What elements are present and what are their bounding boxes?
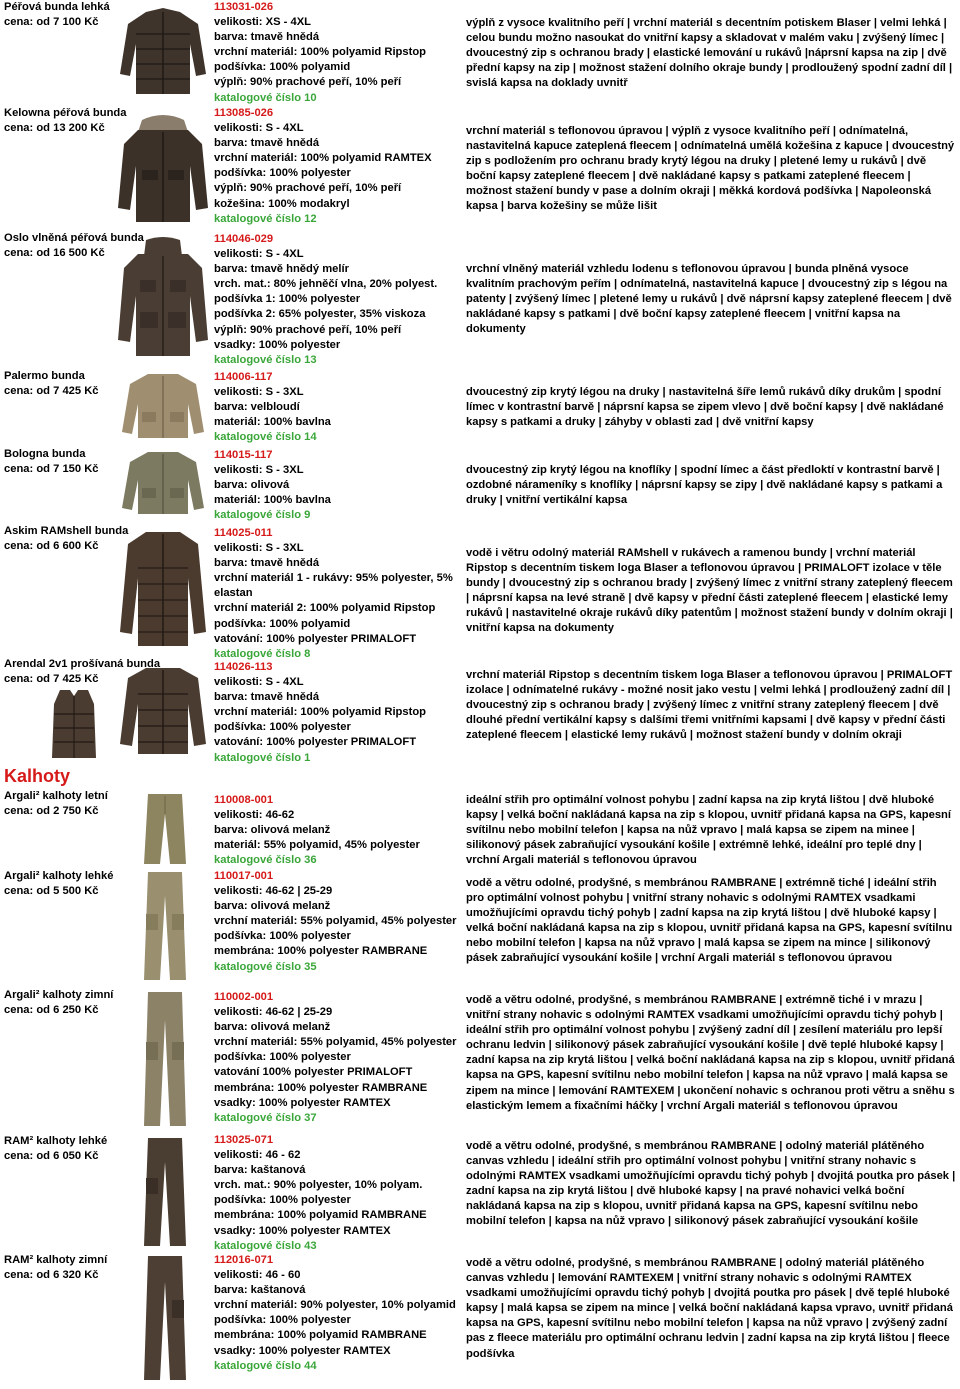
catalog-number: katalogové číslo 37 — [214, 1111, 317, 1124]
product-code: 112016-071 — [214, 1254, 274, 1266]
spec-line: membrána: 100% polyester RAMBRANE — [214, 1081, 428, 1094]
spec-line: velikosti: S - 4XL — [214, 122, 304, 135]
catalog-number: katalogové číslo 44 — [214, 1359, 317, 1372]
product-code: 113025-071 — [214, 1134, 274, 1146]
product-description: vrchní materiál s teflonovou úpravou | výplň z vysoce kvalitního peří | odnímatelná, nastavitelná kapuce zateplená fleecem | odnímatelná umělá kožešina z kapuce | dvoucestný zip s podložením pro ochranu brady krytý légou na druky | pletené lemy u rukávů | dvě boční kapsy zateplené fleecem | dvě nakládané kapsy s patkami zateplené fleecem | možnost stažení bundy v pase a dolním okraji | měkká kordová podšívka | Napoleonská kapsa | barva kožešiny se může lišit — [466, 125, 955, 213]
product-image-jacket — [116, 450, 210, 516]
product-description: vodě a větru odolné, prodyšné, s membránou RAMBRANE | odolný materiál plátěného canvas vzhledu | ideální střih pro optimální volnost pohybu | vnitřní strany nohavic s odolnými RAMTEX vsadkami umožňujícími opravdu tichý pohyb | dvojitá poutka pro pásek | zadní kapsa na zip krytá lištou | dvě hluboké kapsy | na pravé nohavici velká boční nakládaná kapsa na zip s klopou, uvnitř přidaná kapsa na GPS, kapesní svítilnu nebo mobilní telefon | kapsa na nůž vpravo | silikonový pásek zabraňující vysoukání košile — [466, 1140, 956, 1228]
product-description: vodě a větru odolné, prodyšné, s membránou RAMBRANE | odolný materiál plátěného canvas vzhledu | lemování RAMTEXEM | vnitřní strany nohavic s odolnými RAMTEX vsadkami umožňujícími opravdu tichý pohyb | dvojitá poutka pro pásek | dvě teplé hluboké kapsy | malá kapsa se zipem na mince | velká boční nakládaná kapsa vpravo, uvnitř přidaná kapsa na GPS, kapesní svítilnu nebo mobilní telefon | kapsa na nůž vpravo | zvýšený zadní pas z fleece materiálu pro optimální ochranu ledvin | zadní kapsa na zip krytá lištou | fleece podšívka — [466, 1257, 953, 1360]
product-description: vodě i větru odolný materiál RAMshell v rukávech a ramenou bundy | vrchní materiál Ripstop s decentním tiskem loga Blaser a teflonovou úpravou | PRIMALOFT izolace v těle bundy | dvoucestný zip s ochranou brady | zvýšený límec z vnitřní strany zateplený fleecem | náprsní kapsa na levé straně | dvě kapsy v přední části zateplené fleecem | elastické lemy rukávů | nastavitelné okraje rukávů díky patentům | možnost stažení bundy v dolním okraji | vnitřní kapsa na dokumenty — [466, 547, 953, 635]
spec-line: vrch. mat.: 80% jehněčí vlna, 20% polyest. — [214, 278, 438, 291]
product-name-block — [4, 0, 116, 30]
spec-line: vrchní materiál 1 - rukávy: 95% polyester, 5% elastan — [214, 572, 453, 600]
product-name: RAM² kalhoty zimní — [4, 1254, 108, 1266]
spec-line: membrána: 100% polyamid RAMBRANE — [214, 1209, 427, 1222]
spec-line: podšívka 1: 100% polyester — [214, 293, 361, 306]
spec-line: barva: olivová melanž — [214, 824, 331, 837]
product-price: cena: od 6 600 Kč — [4, 540, 99, 552]
product-name-block — [4, 106, 127, 136]
product-specs — [214, 660, 459, 766]
product-price: cena: od 13 200 Kč — [4, 122, 105, 134]
product-name: Bologna bunda — [4, 448, 86, 460]
product-description: vodě a větru odolné, prodyšné, s membránou RAMBRANE | extrémně tiché | ideální střih pro optimální volnost pohybu | vnitřní strany nohavic s odolnými RAMTEX vsadkami umožňujícími opravdu tichý pohyb | zadní kapsa na zip krytá lištou | dvě hluboké kapsy | velká boční nakládaná kapsa na zip s klopou, uvnitř přidaná kapsa na GPS, kapesní svítilnu nebo mobilní telefon | kapsa na nůž vpravo | malá kapsa se zipem na mince | silikonový pásek zabraňující vysoukání košile | vrchní Argali materiál s teflonovou úpravou — [466, 877, 953, 965]
spec-line: velikosti: 46 - 62 — [214, 1149, 301, 1162]
product-name-block — [4, 988, 116, 1018]
spec-line: vsadky: 100% polyester RAMTEX — [214, 1096, 391, 1109]
spec-line: barva: tmavě hnědá — [214, 691, 320, 704]
product-code: 114025-011 — [214, 527, 273, 539]
product-specs — [214, 448, 459, 523]
spec-line: podšívka: 100% polyester — [214, 1051, 351, 1064]
product-code: 110017-001 — [214, 870, 274, 882]
spec-line: barva: tmavě hnědá — [214, 137, 320, 150]
product-name: Kelowna péřová bunda — [4, 107, 127, 119]
spec-line: vrchní materiál 2: 100% polyamid Ripstop — [214, 602, 436, 615]
product-price: cena: od 5 500 Kč — [4, 885, 99, 897]
spec-line: vsadky: 100% polyester RAMTEX — [214, 1344, 391, 1357]
spec-line: podšívka: 100% polyamid — [214, 61, 351, 74]
product-description: vrchní materiál Ripstop s decentním tiskem loga Blaser a teflonovou úpravou | PRIMALOFT izolace | odnímatelné rukávy - možné nosit jako vestu | velmi lehká | prodloužený zadní díl | dvoucestný zip s ochranou brady | zvýšený límec z vnitřní strany zateplený fleecem | dvě dlouhé přední vertikální kapsy s dalšími třemi vnitřními kapsami | dvě kapsy v přední části zateplené fleecem | elastické lemy rukávů | možnost stažení bundy v dolním okraji — [466, 669, 953, 742]
spec-line: barva: kaštanová — [214, 1284, 306, 1297]
product-name: Oslo vlněná péřová bunda — [4, 232, 144, 244]
spec-line: velikosti: S - 4XL — [214, 676, 304, 689]
product-code: 113031-026 — [214, 1, 274, 13]
product-code: 110002-001 — [214, 991, 274, 1003]
product-name: Argali² kalhoty zimní — [4, 989, 114, 1001]
product-name-block — [4, 869, 116, 899]
product-specs — [214, 1253, 459, 1374]
spec-line: velikosti: XS - 4XL — [214, 16, 311, 29]
product-price: cena: od 7 425 Kč — [4, 385, 99, 397]
catalog-number: katalogové číslo 12 — [214, 212, 317, 225]
spec-line: podšívka: 100% polyester — [214, 721, 351, 734]
spec-line: vsadky: 100% polyester RAMTEX — [214, 1224, 391, 1237]
product-image-jacket — [116, 664, 210, 756]
spec-line: velikosti: 46-62 | 25-29 — [214, 885, 333, 898]
product-specs — [214, 106, 459, 227]
spec-line: vrch. mat.: 90% polyester, 10% polyam. — [214, 1179, 423, 1192]
spec-line: vatování 100% polyester PRIMALOFT — [214, 1066, 413, 1079]
spec-line: výplň: 90% prachové peří, 10% peří — [214, 182, 402, 195]
spec-line: membrána: 100% polyester RAMBRANE — [214, 945, 428, 958]
spec-line: vrchní materiál: 100% polyamid Ripstop — [214, 706, 426, 719]
product-description: vodě a větru odolné, prodyšné, s membránou RAMBRANE | extrémně tiché i v mrazu | vnitřní strany nohavic s odolnými RAMTEX vsadkami umožňujícími opravdu tichý pohyb | ideální střih pro optimální volnost pohybu | zvýšený zadní díl | zesílení materiálu pro lepší ochranu ledvin | silikonový pásek zabraňující vysoukání košile | dvě teplé hluboké kapsy | zadní kapsa na zip krytá lištou | velká boční nakládaná kapsa na zip s klopou, uvnitř přidaná kapsa na GPS, kapesní svítilnu nebo mobilní telefon | kapsa na nůž vpravo | malá kapsa se zipem na mince | lemování RAMTEXEM | ukončení nohavic s ochranou proti větru a sněhu s elastickým lemem a fixačními háčky | vrchní Argali materiál s teflonovou úpravou — [466, 994, 955, 1112]
product-name-block — [4, 369, 116, 399]
product-name: Palermo bunda — [4, 370, 85, 382]
catalog-number: katalogové číslo 1 — [214, 751, 311, 764]
catalog-number: katalogové číslo 9 — [214, 509, 311, 522]
spec-line: barva: velbloudí — [214, 401, 300, 414]
spec-line: materiál: 55% polyamid, 45% polyester — [214, 839, 420, 852]
product-image-jacket — [116, 236, 210, 360]
product-name: RAM² kalhoty lehké — [4, 1135, 108, 1147]
product-specs — [214, 990, 459, 1126]
spec-line: barva: tmavě hnědá — [214, 557, 320, 570]
spec-line: materiál: 100% bavlna — [214, 416, 331, 429]
product-image-jacket — [116, 110, 210, 226]
product-description: ideální střih pro optimální volnost pohybu | zadní kapsa na zip krytá lištou | dvě hluboké kapsy | velká boční nakládaná kapsa na zip s klopou, uvnitř přidaná kapsa na GPS, kapesní svítilnu nebo mobilní telefon | kapsa na nůž vpravo | malá kapsa se zipem na minee | silikonový pásek zabraňující vysoukání košile | extrémně lehké, ideální pro teplé dny | vrchní Argali materiál s teflonovou úpravou — [466, 794, 951, 867]
product-image-jacket — [116, 4, 210, 98]
product-description: vrchní vlněný materiál vzhledu lodenu s teflonovou úpravou | bunda plněná vysoce kvalitním prachovým peřím | odnímatelná, nastavitelná kapuce | dvoucestný zip s légou na patenty | zvýšený límec | pletené lemy u rukávů | dvě náprsní kapsy zateplené fleecem | dvě nakládané kapsy s patkami | dvě boční kapsy zateplené fleecem | vnitřní kapsa na dokumenty — [466, 263, 952, 336]
spec-line: barva: tmavě hnědá — [214, 31, 320, 44]
product-name-block — [4, 657, 161, 687]
spec-line: barva: kaštanová — [214, 1164, 306, 1177]
spec-line: membrána: 100% polyamid RAMBRANE — [214, 1329, 427, 1342]
section-title-trousers: Kalhoty — [4, 766, 71, 786]
product-name-block — [4, 789, 116, 819]
product-image-trousers — [140, 990, 190, 1128]
product-description: dvoucestný zip krytý légou na knoflíky | spodní límec a část předloktí v kontrastní barvě | ozdobné nárameníky s knoflíky | náprsní kapsy se zipy | dvě nakládané kapsy s patkami a druky | vnitřní vertikální kapsa — [466, 464, 943, 507]
spec-line: velikosti: S - 3XL — [214, 464, 304, 477]
spec-line: materiál: 100% bavlna — [214, 494, 331, 507]
spec-line: podšívka: 100% polyester — [214, 930, 351, 943]
product-price: cena: od 7 425 Kč — [4, 673, 99, 685]
product-name-block — [4, 524, 129, 554]
product-image-trousers — [140, 870, 190, 982]
spec-line: vatování: 100% polyester PRIMALOFT — [214, 632, 417, 645]
spec-line: výplň: 90% prachové peří, 10% peří — [214, 323, 402, 336]
spec-line: vrchní materiál: 55% polyamid, 45% polyester — [214, 1036, 457, 1049]
product-image-jacket — [116, 372, 210, 440]
product-specs — [214, 0, 459, 106]
product-description: dvoucestný zip krytý légou na druky | nastavitelná šíře lemů rukávů díky drukům | spodní límec v kontrastní barvě | náprsní kapsa se zipem vlevo | dvě boční kapsy | dvě nakládané kapsy s patkami a druky | záhyby v oblasti zad | dvě vnitřní kapsy — [466, 386, 944, 429]
spec-line: barva: tmavě hnědý melír — [214, 263, 349, 276]
spec-line: kožešina: 100% modakryl — [214, 197, 350, 210]
spec-line: výplň: 90% prachové peří, 10% peří — [214, 76, 402, 89]
product-name: Argali² kalhoty letní — [4, 790, 108, 802]
catalog-number: katalogové číslo 13 — [214, 353, 317, 366]
spec-line: barva: olivová melanž — [214, 900, 331, 913]
spec-line: podšívka 2: 65% polyester, 35% viskoza — [214, 308, 426, 321]
spec-line: vsadky: 100% polyester — [214, 338, 341, 351]
product-specs — [214, 793, 459, 868]
spec-line: velikosti: 46-62 — [214, 809, 295, 822]
product-price: cena: od 6 250 Kč — [4, 1004, 99, 1016]
catalog-number: katalogové číslo 14 — [214, 431, 317, 444]
product-specs — [214, 232, 459, 368]
product-name: Argali² kalhoty lehké — [4, 870, 114, 882]
product-image-trousers — [140, 1254, 190, 1382]
product-image-jacket — [116, 528, 210, 648]
product-price: cena: od 16 500 Kč — [4, 247, 105, 259]
spec-line: vatování: 100% polyester PRIMALOFT — [214, 736, 417, 749]
catalog-number: katalogové číslo 36 — [214, 854, 317, 867]
spec-line: vrchní materiál: 90% polyester, 10% polyamid — [214, 1299, 456, 1312]
product-code: 114026-113 — [214, 661, 273, 673]
product-description: výplň z vysoce kvalitního peří | vrchní materiál s decentním potiskem Blaser | velmi lehká | celou bundu možno nasoukat do vnitřní kapsy a skladovat v malém vaku | zvýšený límec | dvoucestný zip s ochranou brady | elastické lemování u rukávů |náprsní kapsa na zip | dvě přední kapsy na zip | možnost stažení dolního okraje bundy | prodloužený spodní zadní díl | svislá kapsa na doklady uvnitř — [466, 17, 953, 90]
product-name-block — [4, 1134, 116, 1164]
product-specs — [214, 370, 459, 445]
spec-line: vrchní materiál: 55% polyamid, 45% polyester — [214, 915, 457, 928]
spec-line: velikosti: S - 3XL — [214, 386, 304, 399]
product-specs — [214, 869, 459, 975]
product-code: 110008-001 — [214, 794, 274, 806]
product-image-trousers — [140, 1136, 190, 1248]
product-price: cena: od 7 100 Kč — [4, 16, 99, 28]
spec-line: velikosti: 46 - 60 — [214, 1269, 301, 1282]
spec-line: podšívka: 100% polyester — [214, 167, 351, 180]
product-image-trousers — [140, 792, 190, 866]
product-image-vest — [44, 688, 104, 760]
spec-line: velikosti: S - 4XL — [214, 248, 304, 261]
product-specs — [214, 1133, 459, 1254]
catalog-number: katalogové číslo 43 — [214, 1239, 317, 1252]
product-price: cena: od 6 320 Kč — [4, 1269, 99, 1281]
product-price: cena: od 2 750 Kč — [4, 805, 99, 817]
spec-line: podšívka: 100% polyester — [214, 1314, 351, 1327]
catalog-number: katalogové číslo 8 — [214, 647, 311, 660]
product-code: 114006-117 — [214, 371, 273, 383]
product-price: cena: od 7 150 Kč — [4, 463, 99, 475]
product-code: 114046-029 — [214, 233, 274, 245]
product-name: Péřová bunda lehká — [4, 1, 110, 13]
product-name-block — [4, 231, 144, 261]
product-name: Askim RAMshell bunda — [4, 525, 129, 537]
product-specs — [214, 526, 459, 662]
catalog-number: katalogové číslo 10 — [214, 91, 317, 104]
spec-line: vrchní materiál: 100% polyamid Ripstop — [214, 46, 426, 59]
product-name-block — [4, 1253, 116, 1283]
spec-line: vrchní materiál: 100% polyamid RAMTEX — [214, 152, 432, 165]
spec-line: velikosti: 46-62 | 25-29 — [214, 1006, 333, 1019]
spec-line: velikosti: S - 3XL — [214, 542, 304, 555]
spec-line: barva: olivová melanž — [214, 1021, 331, 1034]
spec-line: podšívka: 100% polyamid — [214, 617, 351, 630]
product-code: 114015-117 — [214, 449, 273, 461]
product-price: cena: od 6 050 Kč — [4, 1150, 99, 1162]
product-name: Arendal 2v1 prošívaná bunda — [4, 658, 161, 670]
product-code: 113085-026 — [214, 107, 274, 119]
catalog-number: katalogové číslo 35 — [214, 960, 317, 973]
spec-line: barva: olivová — [214, 479, 290, 492]
spec-line: podšívka: 100% polyester — [214, 1194, 351, 1207]
product-name-block — [4, 447, 116, 477]
